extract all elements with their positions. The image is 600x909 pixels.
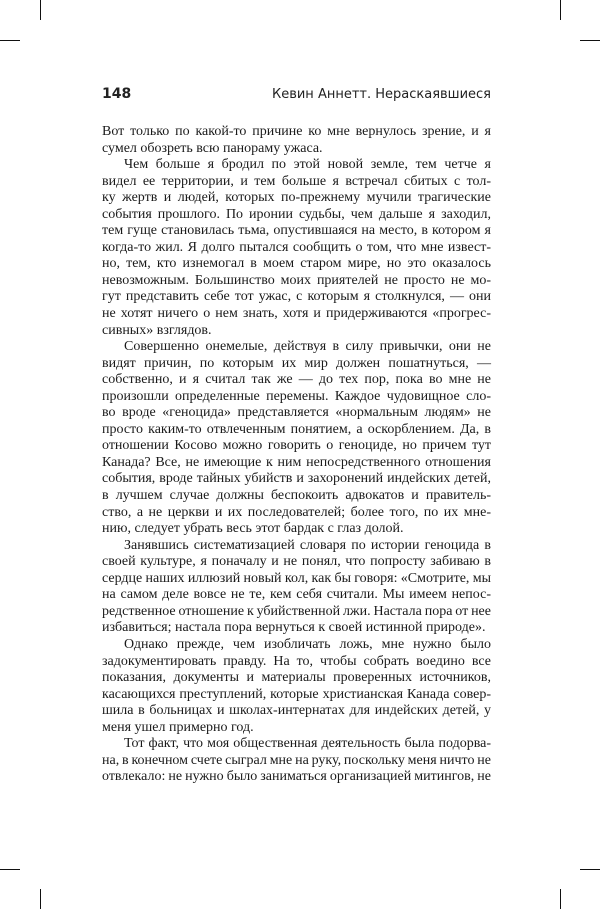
text-line-content: невозможным. Большинство моих приятелей не просто не мо- — [102, 272, 491, 288]
text-line-content: сумел обозреть всю панораму ужаса. — [102, 140, 323, 156]
text-line-content: произошли определенные перемены. Каждое чудовищное сло- — [102, 388, 491, 404]
text-line — [102, 769, 491, 786]
text-line-content: касающихся преступлений, которые христианская Канада совер- — [102, 686, 491, 702]
text-line — [102, 389, 491, 406]
text-line — [102, 587, 491, 604]
text-line-content: сердце наших иллюзий новый кол, как бы говоря: «Смотрите, мы — [102, 570, 491, 586]
text-line — [102, 256, 491, 273]
text-line — [102, 339, 491, 356]
text-line-content: Занявшись систематизацией словаря по истории геноцида в — [124, 537, 491, 553]
text-line-content: шила в больницах и школах-интернатах для индейских детей, у — [102, 703, 491, 719]
paragraph — [102, 637, 491, 736]
crop-mark — [40, 889, 41, 909]
text-line-content: видят причин, по которым их мир должен пошатнуться, — — [102, 355, 491, 371]
paragraph — [102, 157, 491, 339]
text-line — [102, 488, 491, 505]
text-line-content: меня ушел примерно год. — [102, 719, 254, 735]
text-line-content: нию, следует убрать весь этот бардак с глаз долой. — [102, 521, 404, 537]
text-line-content: собственно, и я считал так же — до тех пор, пока во мне не — [102, 372, 491, 388]
text-line — [102, 306, 491, 323]
text-line — [102, 736, 491, 753]
paragraph — [102, 538, 491, 637]
text-line — [102, 471, 491, 488]
text-line-content: тем гуще становилась тьма, опустившаяся на место, в котором я — [102, 223, 491, 239]
text-line-content: задокументировать правду. На то, чтобы собрать воедино все — [102, 653, 491, 669]
text-line-content: Вот только по какой-то причине ко мне вернулось зрение, и я — [102, 124, 491, 139]
text-line-content: ство, а не церкви и их последователей; более того, по их мне- — [102, 504, 491, 520]
text-line-content: ку жертв и людей, которых по-прежнему мучили трагические — [102, 190, 491, 206]
paragraph — [102, 339, 491, 538]
text-line — [102, 670, 491, 687]
text-line — [102, 356, 491, 373]
text-line — [102, 505, 491, 522]
text-line — [102, 455, 491, 472]
body-text — [102, 124, 491, 786]
running-title: Кевин Аннетт. Нераскаявшиеся — [271, 87, 491, 102]
text-line-content: события, вроде тайных убийств и захоронений индейских детей, — [102, 471, 491, 487]
text-line — [102, 157, 491, 174]
text-line — [102, 687, 491, 704]
text-line — [102, 240, 491, 257]
running-header — [102, 86, 491, 106]
paragraph — [102, 124, 491, 157]
text-line — [102, 174, 491, 191]
text-line-content: на самом деле вовсе не те, кем себя считали. Мы имеем непос- — [102, 587, 491, 603]
text-line — [102, 720, 491, 737]
text-line — [102, 422, 491, 439]
text-line — [102, 223, 491, 240]
paragraph — [102, 736, 491, 786]
text-line-content: просто каким-то отвлеченным понятием, а оскорблением. Да, в — [102, 421, 491, 437]
text-line-content: на, в конечном счете сыграл мне на руку, поскольку меня ничто не — [102, 752, 491, 768]
text-line-content: Совершенно онемелые, действуя в силу привычки, они не — [124, 339, 491, 355]
text-line — [102, 620, 491, 637]
text-line-content: Тот факт, что моя общественная деятельность была подорва- — [124, 736, 491, 752]
text-line-content: избавиться; настала пора вернуться к своей истинной природе». — [102, 620, 486, 636]
text-line-content: в лучшем случае должны беспокоить адвокатов и правитель- — [102, 488, 491, 504]
text-line-content: когда-то жил. Я долго пытался сообщить о том, что мне извест- — [102, 239, 491, 255]
text-line-content: показания, документы и материалы проверенных источников, — [102, 670, 491, 686]
text-line — [102, 753, 491, 770]
crop-mark — [580, 869, 600, 870]
text-line — [102, 190, 491, 207]
text-line-content: но, тем, кто изнемогал в моем старом мире, но это оказалось — [102, 256, 491, 272]
crop-mark — [580, 40, 600, 41]
text-line — [102, 521, 491, 538]
text-line-content: редственное отношение к убийственной лжи. Настала пора от нее — [102, 603, 491, 619]
text-line — [102, 372, 491, 389]
text-line — [102, 141, 491, 158]
text-line-content: во вроде «геноцида» представляется «нормальным людям» не — [102, 405, 491, 421]
text-line — [102, 438, 491, 455]
crop-mark — [40, 0, 41, 20]
text-line-content: Чем больше я бродил по этой новой земле, тем четче я — [124, 157, 491, 173]
text-line — [102, 571, 491, 588]
text-line — [102, 654, 491, 671]
text-line — [102, 405, 491, 422]
text-line — [102, 289, 491, 306]
text-line — [102, 207, 491, 224]
text-line-content: своей культуре, я поначалу и не понял, что попросту забиваю в — [102, 554, 491, 570]
text-line — [102, 273, 491, 290]
text-line — [102, 703, 491, 720]
text-line — [102, 323, 491, 340]
text-line-content: Канада? Все, не имеющие к ним непосредственного отношения — [102, 454, 491, 470]
page-number: 148 — [102, 86, 132, 102]
crop-mark — [560, 889, 561, 909]
text-line — [102, 124, 491, 141]
text-line — [102, 604, 491, 621]
text-line-content: отношении Косово можно говорить о геноциде, но причем тут — [102, 438, 491, 454]
text-line — [102, 538, 491, 555]
text-line-content: отвлекало: не нужно было заниматься организацией митингов, не — [102, 769, 491, 785]
crop-mark — [0, 869, 20, 870]
text-line — [102, 637, 491, 654]
text-line-content: гут представить себе тот ужас, с которым я столкнулся, — они — [102, 289, 491, 305]
text-line-content: не хотят ничего о нем знать, хотя и придерживаются «прогрес- — [102, 306, 491, 322]
text-line-content: Однако прежде, чем изобличать ложь, мне нужно было — [124, 636, 491, 652]
crop-mark — [560, 0, 561, 20]
crop-mark — [0, 40, 20, 41]
text-line-content: сивных» взглядов. — [102, 322, 212, 338]
text-line-content: события прошлого. По иронии судьбы, чем дальше я заходил, — [102, 206, 491, 222]
text-line-content: видел ее территории, и тем больше я встречал сбитых с тол- — [102, 173, 491, 189]
text-line — [102, 554, 491, 571]
